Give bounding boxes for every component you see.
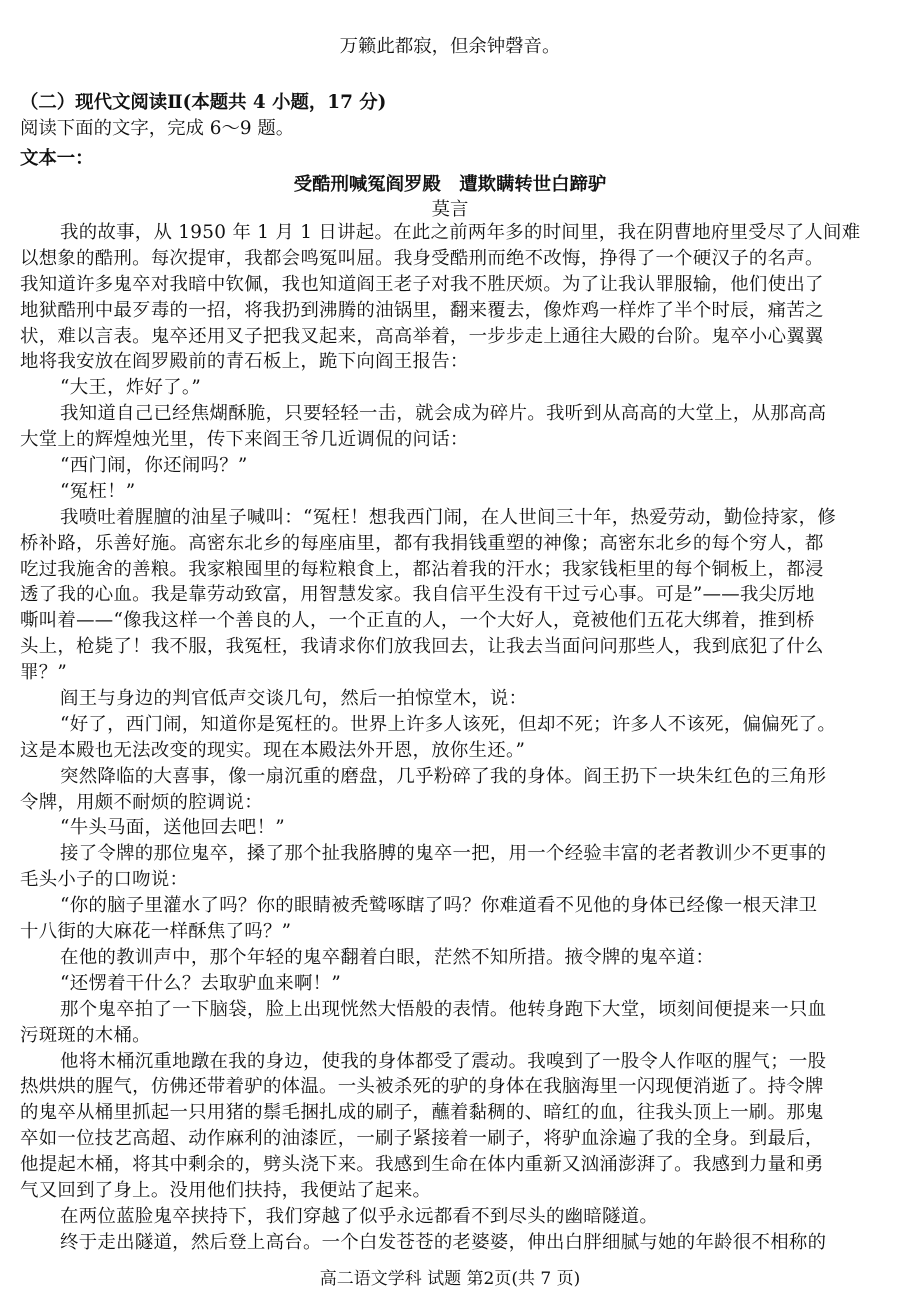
text-line: 我知道许多鬼卒对我暗中钦佩，我也知道阎王老子对我不胜厌烦。为了让我认罪服输，他们使出了 (20, 273, 824, 295)
text-line: “西门闹，你还闹吗？” (60, 455, 248, 477)
text-line: 突然降临的大喜事，像一扇沉重的磨盘，几乎粉碎了我的身体。阎王扔下一块朱红色的三角形 (60, 765, 827, 787)
text-line: 毛头小子的口吻说： (20, 869, 189, 891)
text-line: 的鬼卒从桶里抓起一只用猪的鬃毛捆扎成的刷子，蘸着黏稠的、暗红的血，往我头顶上一刷。那鬼 (20, 1102, 824, 1124)
text-line: 透了我的心血。我是靠劳动致富，用智慧发家。我自信平生没有干过亏心事。可是”——我尖厉地 (20, 584, 815, 606)
text-line: 我知道自己已经焦煳酥脆，只要轻轻一击，就会成为碎片。我听到从高高的大堂上，从那高高 (60, 403, 827, 425)
text-label: 文本一： (20, 148, 94, 169)
text-line: 地狱酷刑中最歹毒的一招，将我扔到沸腾的油锅里，翻来覆去，像炸鸡一样炸了半个时辰，痛苦之 (20, 299, 824, 321)
text-line: 桥补路，乐善好施。高密东北乡的每座庙里，都有我捐钱重塑的神像；高密东北乡的每个穷人，都 (20, 532, 824, 554)
text-line: 卒如一位技艺高超、动作麻利的油漆匠，一刷子紧接着一刷子，将驴血涂遍了我的全身。到最后， (20, 1128, 824, 1150)
poem-line: 万籁此都寂，但余钟磬音。 (339, 36, 561, 57)
text-line: “好了，西门闹，知道你是冤枉的。世界上许多人该死，但却不死；许多人不该死，偏偏死了。 (60, 713, 837, 735)
story-body (20, 220, 880, 1256)
text-line: 那个鬼卒拍了一下脑袋，脸上出现恍然大悟般的表情。他转身跑下大堂，顷刻间便提来一只血 (60, 998, 827, 1020)
text-line: “大王，炸好了。” (60, 377, 202, 399)
story-title: 受酷刑喊冤阎罗殿 遭欺瞒转世白蹄驴 (293, 174, 607, 195)
instruction: 阅读下面的文字，完成 6～9 题。 (20, 118, 295, 139)
page-footer: 高二语文学科 试题 第2页(共 7 页) (319, 1269, 581, 1289)
text-line: 头上，枪毙了！我不服，我冤枉，我请求你们放我回去，让我去当面问问那些人，我到底犯了什么 (20, 636, 824, 658)
text-line: 污斑斑的木桶。 (20, 1024, 151, 1046)
text-line: 这是本殿也无法改变的现实。现在本殿法外开恩，放你生还。” (20, 739, 526, 761)
text-line: “你的脑子里灌水了吗？你的眼睛被秃鹫啄瞎了吗？你难道看不见他的身体已经像一根天津卫 (60, 895, 818, 917)
text-line: 我的故事，从 1950 年 1 月 1 日讲起。在此之前两年多的时间里，我在阴曹地府里受尽了人间难 (60, 222, 861, 243)
text-line: “还愣着干什么？去取驴血来啊！” (60, 972, 342, 994)
text-line: 罪？” (20, 662, 68, 684)
text-line: 嘶叫着——“像我这样一个善良的人，一个正直的人，一个大好人，竟被他们五花大绑着，推到桥 (20, 610, 815, 632)
text-line: “牛头马面，送他回去吧！” (60, 817, 286, 839)
text-line: 在他的教训声中，那个年轻的鬼卒翻着白眼，茫然不知所措。掖令牌的鬼卒道： (60, 946, 715, 968)
text-line: 在两位蓝脸鬼卒挟持下，我们穿越了似乎永远都看不到尽头的幽暗隧道。 (60, 1205, 659, 1227)
author: 莫言 (431, 199, 469, 220)
text-line: “冤枉！” (60, 480, 136, 502)
text-line: 热烘烘的腥气，仿佛还带着驴的体温。一头被杀死的驴的身体在我脑海里一闪现便消逝了。持令牌 (20, 1076, 824, 1098)
text-line: 令牌，用颇不耐烦的腔调说： (20, 791, 263, 813)
text-line: 他将木桶沉重地蹾在我的身边，使我的身体都受了震动。我嗅到了一股令人作呕的腥气；一股 (60, 1050, 827, 1072)
text-line: 我喷吐着腥膻的油星子喊叫：“冤枉！想我西门闹，在人世间三十年，热爱劳动，勤俭持家，修 (60, 506, 837, 528)
text-line: 吃过我施舍的善粮。我家粮囤里的每粒粮食上，都沾着我的汗水；我家钱柜里的每个铜板上，都浸 (20, 558, 824, 580)
text-line: 地将我安放在阎罗殿前的青石板上，跪下向阎王报告： (20, 351, 469, 373)
text-line: 气又回到了身上。没用他们扶持，我便站了起来。 (20, 1179, 432, 1201)
text-line: 他提起木桶，将其中剩余的，劈头浇下来。我感到生命在体内重新又汹涌澎湃了。我感到力量和勇 (20, 1154, 824, 1176)
text-line: 终于走出隧道，然后登上高台。一个白发苍苍的老婆婆，伸出白胖细腻与她的年龄很不相称的 (60, 1231, 827, 1253)
text-line: 状，难以言表。鬼卒还用叉子把我叉起来，高高举着，一步步走上通往大殿的台阶。鬼卒小心翼翼 (20, 325, 824, 347)
text-line: 大堂上的辉煌烛光里，传下来阎王爷几近调侃的问话： (20, 429, 469, 451)
text-line: 接了令牌的那位鬼卒，搡了那个扯我胳膊的鬼卒一把，用一个经验丰富的老者教训少不更事的 (60, 843, 827, 865)
text-line: 十八街的大麻花一样酥焦了吗？” (20, 921, 292, 943)
text-line: 阎王与身边的判官低声交谈几句，然后一拍惊堂木，说： (60, 688, 528, 710)
section-heading: （二）现代文阅读Ⅱ(本题共 4 小题，17 分) (20, 92, 387, 113)
text-line: 以想象的酷刑。每次提审，我都会鸣冤叫屈。我身受酷刑而绝不改悔，挣得了一个硬汉子的名声。 (20, 247, 824, 269)
